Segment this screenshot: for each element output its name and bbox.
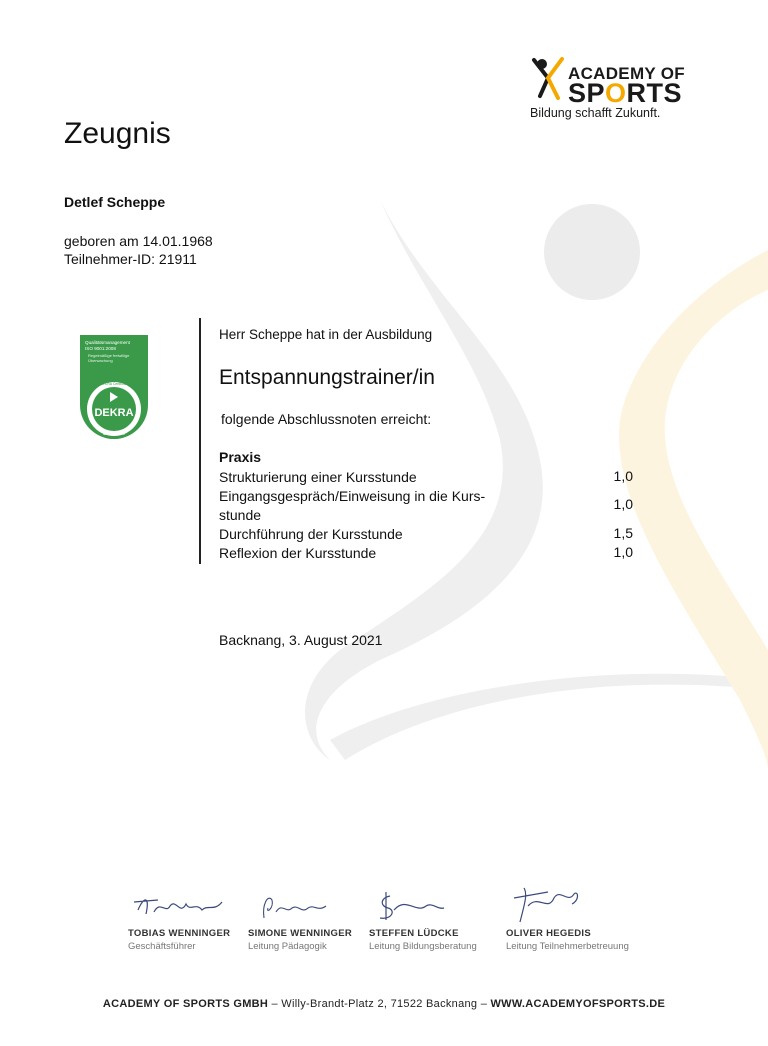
divider-line <box>199 318 201 564</box>
section-heading: Praxis <box>219 449 262 465</box>
logo-tagline: Bildung schafft Zukunft. <box>530 106 661 120</box>
signer-role: Geschäftsführer <box>128 941 196 952</box>
grade-label: Eingangsgespräch/Einweisung in die Kurs- <box>219 488 486 504</box>
footer-company: ACADEMY OF SPORTS GMBH <box>102 998 269 1010</box>
participant-birth: geboren am 14.01.1968 <box>64 233 213 249</box>
seal-line1: Qualitätsmanagement <box>85 340 130 345</box>
page-title: Zeugnis <box>64 117 171 150</box>
grade-value: 1,0 <box>613 468 633 484</box>
signer-name: STEFFEN LÜDCKE <box>369 928 459 939</box>
athlete-logo-icon <box>528 56 568 106</box>
participant-id: Teilnehmer-ID: 21911 <box>64 251 197 267</box>
signature-block <box>369 928 477 952</box>
seal-line3: Regelmäßige freiwillige <box>88 353 130 358</box>
grade-label-cont: stunde <box>219 507 262 523</box>
signer-name: SIMONE WENNINGER <box>248 928 353 939</box>
signature-scribble-1 <box>130 890 230 922</box>
place-date: Backnang, 3. August 2021 <box>219 632 383 648</box>
grade-label: Durchführung der Kursstunde <box>219 526 403 542</box>
participant-name: Detlef Scheppe <box>64 194 166 210</box>
seal-arc-text: DEKRA Certification <box>100 382 132 386</box>
signature-block <box>506 928 629 952</box>
signature-scribble-3 <box>372 888 452 924</box>
signer-role: Leitung Pädagogik <box>248 941 327 952</box>
seal-line2: ISO 9001:2008 <box>85 346 116 351</box>
course-name: Entspannungstrainer/in <box>219 366 435 389</box>
signer-role: Leitung Teilnehmerbetreuung <box>506 941 629 952</box>
watermark-head <box>544 204 640 300</box>
logo-line1: ACADEMY OF <box>568 64 685 83</box>
watermark-arm-yellow <box>619 250 768 770</box>
grade-value: 1,0 <box>613 496 633 512</box>
achieved-text: folgende Abschlussnoten erreicht: <box>221 411 432 427</box>
watermark-swoosh <box>330 674 768 760</box>
grade-label: Strukturierung einer Kursstunde <box>219 469 417 485</box>
dekra-seal-icon <box>80 335 148 443</box>
grade-label: Reflexion der Kursstunde <box>219 545 377 561</box>
footer <box>0 998 768 1010</box>
signature-block <box>128 928 230 952</box>
signature-scribble-2 <box>256 890 336 922</box>
signer-role: Leitung Bildungsberatung <box>369 941 477 952</box>
logo-sports-text: SPORTS <box>568 78 683 108</box>
signer-name: OLIVER HEGEDIS <box>506 928 591 939</box>
seal-brand: DEKRA <box>94 407 134 419</box>
intro-text: Herr Scheppe hat in der Ausbildung <box>219 327 433 342</box>
signature-block <box>248 928 352 952</box>
academy-logo <box>528 56 688 126</box>
footer-address: – Willy-Brandt-Platz 2, 71522 Backnang – <box>268 998 491 1010</box>
grade-value: 1,5 <box>613 525 633 541</box>
signer-name: TOBIAS WENNINGER <box>128 928 231 939</box>
footer-web: WWW.ACADEMYOFSPORTS.DE <box>490 998 666 1010</box>
seal-line4: Überwachung <box>88 358 113 363</box>
logo-line2 <box>568 78 682 109</box>
grade-value: 1,0 <box>613 544 633 560</box>
seal-bottom: zertifiziert <box>103 431 125 437</box>
signature-scribble-4 <box>508 884 588 926</box>
